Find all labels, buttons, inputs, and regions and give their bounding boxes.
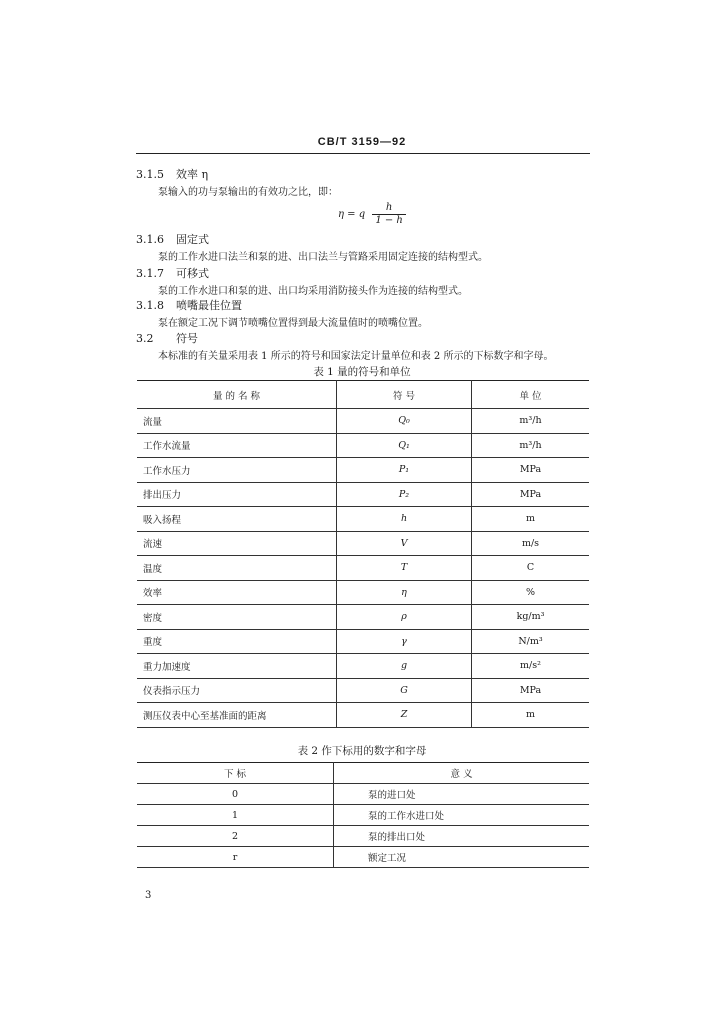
formula-numerator: h <box>385 202 393 213</box>
column-header: 下 标 <box>137 763 334 784</box>
quantity-symbol: V <box>337 531 472 556</box>
section-body: 泵的工作水进口和泵的进、出口均采用消防接头作为连接的结构型式。 <box>158 286 468 297</box>
column-header: 单 位 <box>472 381 590 409</box>
quantity-unit: C <box>472 556 590 581</box>
quantity-name: 效率 <box>137 580 337 605</box>
table-row <box>137 409 589 434</box>
table2-caption: 表 2 作下标用的数字和字母 <box>297 745 427 757</box>
subscript: 2 <box>137 826 334 847</box>
section-title: 可移式 <box>176 267 209 280</box>
section-body: 本标准的有关量采用表 1 所示的符号和国家法定计量单位和表 2 所示的下标数字和字母。 <box>158 351 554 362</box>
table1 <box>137 380 589 728</box>
table1-caption: 表 1 量的符号和单位 <box>313 366 411 378</box>
quantity-symbol: P₁ <box>337 458 472 483</box>
section-number: 3.1.5 <box>136 168 164 181</box>
table-row <box>137 784 589 805</box>
table-row <box>137 605 589 630</box>
section-3-1-7 <box>136 265 209 281</box>
quantity-unit: % <box>472 580 590 605</box>
page-number: 3 <box>145 890 152 901</box>
section-title: 符号 <box>176 332 198 345</box>
table-row <box>137 847 589 868</box>
quantity-unit: m <box>472 507 590 532</box>
table-row <box>137 703 589 728</box>
quantity-unit: m/s² <box>472 654 590 679</box>
table-row <box>137 805 589 826</box>
header-rule <box>136 153 590 154</box>
table-row <box>137 629 589 654</box>
formula-fraction <box>372 202 406 227</box>
section-3-1-8 <box>136 297 242 313</box>
section-number: 3.1.8 <box>136 299 164 312</box>
formula-denominator: 1 − h <box>372 214 406 227</box>
section-number: 3.2 <box>136 332 154 345</box>
quantity-symbol: Q₁ <box>337 433 472 458</box>
quantity-name: 工作水压力 <box>137 458 337 483</box>
quantity-name: 流速 <box>137 531 337 556</box>
section-title: 喷嘴最佳位置 <box>176 299 242 312</box>
quantity-name: 重度 <box>137 629 337 654</box>
table-row <box>137 826 589 847</box>
section-body: 泵输入的功与泵输出的有效功之比，即： <box>158 187 338 198</box>
quantity-symbol: T <box>337 556 472 581</box>
quantity-unit: MPa <box>472 678 590 703</box>
subscript: r <box>137 847 334 868</box>
quantity-symbol: Z <box>337 703 472 728</box>
subscript: 1 <box>137 805 334 826</box>
table-row <box>137 507 589 532</box>
section-number: 3.1.7 <box>136 267 164 280</box>
quantity-symbol: G <box>337 678 472 703</box>
table-row <box>137 556 589 581</box>
table-row <box>137 580 589 605</box>
quantity-unit: MPa <box>472 482 590 507</box>
efficiency-formula <box>338 202 406 227</box>
formula-lhs: η = q <box>338 209 366 220</box>
quantity-symbol: γ <box>337 629 472 654</box>
column-header: 量 的 名 称 <box>137 381 337 409</box>
section-number: 3.1.6 <box>136 233 164 246</box>
quantity-unit: MPa <box>472 458 590 483</box>
quantity-unit: m/s <box>472 531 590 556</box>
quantity-symbol: h <box>337 507 472 532</box>
table-header-row <box>137 381 589 409</box>
column-header: 符 号 <box>337 381 472 409</box>
quantity-name: 排出压力 <box>137 482 337 507</box>
table-row <box>137 531 589 556</box>
quantity-name: 吸入扬程 <box>137 507 337 532</box>
subscript-meaning: 泵的排出口处 <box>334 826 590 847</box>
section-title: 效率 η <box>176 168 209 181</box>
quantity-unit: m³/h <box>472 433 590 458</box>
table-row <box>137 654 589 679</box>
quantity-unit: m <box>472 703 590 728</box>
quantity-symbol: P₂ <box>337 482 472 507</box>
table2 <box>137 762 589 868</box>
section-3-2 <box>136 330 198 346</box>
subscript-meaning: 额定工况 <box>334 847 590 868</box>
quantity-symbol: g <box>337 654 472 679</box>
section-title: 固定式 <box>176 233 209 246</box>
table-row <box>137 458 589 483</box>
quantity-name: 重力加速度 <box>137 654 337 679</box>
quantity-name: 密度 <box>137 605 337 630</box>
subscript-meaning: 泵的进口处 <box>334 784 590 805</box>
subscript: 0 <box>137 784 334 805</box>
column-header: 意 义 <box>334 763 590 784</box>
quantity-name: 流量 <box>137 409 337 434</box>
table-row <box>137 482 589 507</box>
quantity-unit: m³/h <box>472 409 590 434</box>
quantity-unit: kg/m³ <box>472 605 590 630</box>
table-header-row <box>137 763 589 784</box>
quantity-unit: N/m³ <box>472 629 590 654</box>
section-body: 泵在额定工况下调节喷嘴位置得到最大流量值时的喷嘴位置。 <box>158 318 428 329</box>
section-body: 泵的工作水进口法兰和泵的进、出口法兰与管路采用固定连接的结构型式。 <box>158 252 488 263</box>
quantity-name: 仪表指示压力 <box>137 678 337 703</box>
quantity-symbol: Q₀ <box>337 409 472 434</box>
table-row <box>137 678 589 703</box>
table-row <box>137 433 589 458</box>
quantity-name: 工作水流量 <box>137 433 337 458</box>
quantity-name: 测压仪表中心至基准面的距离 <box>137 703 337 728</box>
quantity-name: 温度 <box>137 556 337 581</box>
quantity-symbol: ρ <box>337 605 472 630</box>
section-3-1-6 <box>136 231 209 247</box>
header-code: CB/T 3159—92 <box>317 136 407 148</box>
quantity-symbol: η <box>337 580 472 605</box>
section-3-1-5 <box>136 166 208 182</box>
subscript-meaning: 泵的工作水进口处 <box>334 805 590 826</box>
